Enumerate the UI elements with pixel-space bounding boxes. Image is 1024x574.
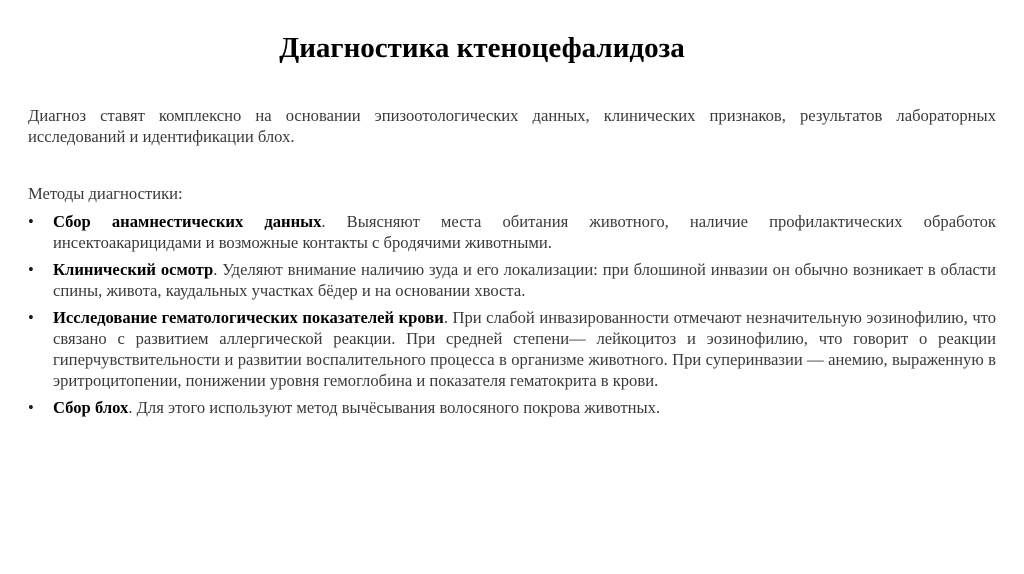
method-text: . При слабой инвазированности отмечают незначительную эозинофилию, что связано с развитием аллергической реакции. При средней степени— лейкоцитоз и эозинофилию, что говорит о реакции гиперчувствительности и развитии воспалительного процесса в организме животного. При суперинвазии — анемию, выраженную в эритроцитопении, понижении уровня гемоглобина и показателя гематокрита в крови. <box>53 308 996 390</box>
method-term: Сбор анамнестических данных <box>53 212 322 231</box>
method-item-flea-collection <box>28 397 996 418</box>
bullet-icon: • <box>28 308 34 327</box>
method-text: . Для этого используют метод вычёсывания волосяного покрова животных. <box>128 398 661 417</box>
intro-paragraph: Диагноз ставят комплексно на основании эпизоотологических данных, клинических признаков, результатов лабораторных исследований и идентификации блох. <box>28 106 996 146</box>
methods-list <box>28 211 996 418</box>
methods-heading: Методы диагностики: <box>28 184 183 203</box>
bullet-icon: • <box>28 260 34 279</box>
method-term: Сбор блох <box>53 398 129 417</box>
method-item-blood-tests <box>28 307 996 391</box>
method-term: Клинический осмотр <box>53 260 214 279</box>
method-item-clinical-exam <box>28 259 996 301</box>
method-text: . Выясняют места обитания животного, наличие профилактических обработок инсектоакарицидами и возможные контакты с бродячими животными. <box>53 212 996 252</box>
bullet-icon: • <box>28 398 34 417</box>
bullet-icon: • <box>28 212 34 231</box>
method-text: . Уделяют внимание наличию зуда и его локализации: при блошиной инвазии он обычно возникает в области спины, живота, каудальных участках бёдер и на основании хвоста. <box>53 260 997 300</box>
method-item-anamnesis <box>28 211 996 253</box>
slide-content <box>28 105 996 424</box>
method-term: Исследование гематологических показателей крови <box>53 308 444 327</box>
slide-title: Диагностика ктеноцефалидоза <box>279 32 685 64</box>
